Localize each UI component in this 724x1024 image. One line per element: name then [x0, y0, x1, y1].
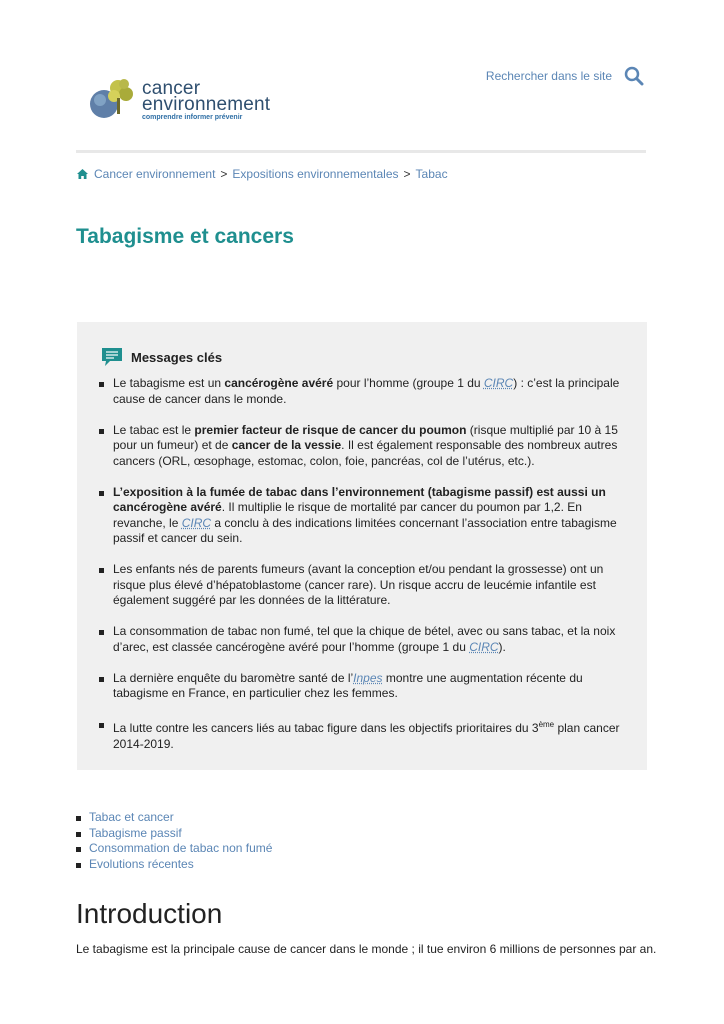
key-message-item: Les enfants nés de parents fumeurs (avant la conception et/ou pendant la grossesse) ont un risque plus élevé d’hépatoblastome (cancer rare). Un risque accru de leucémie infantile est également suggéré par les données de la littérature. [99, 562, 629, 609]
intro-paragraph: Le tabagisme est la principale cause de cancer dans le monde ; il tue environ 6 millions de personnes par an. [76, 942, 657, 956]
speech-bubble-icon [101, 346, 123, 368]
logo-text-environnement: environnement [142, 94, 271, 115]
breadcrumb-link-home[interactable]: Cancer environnement [94, 167, 216, 181]
toc-item [76, 857, 272, 873]
key-message-item: Le tabac est le premier facteur de risque de cancer du poumon (risque multiplié par 10 à 15 pour un fumeur) et de cancer de la vessie. Il est également responsable des nombreux autres cancers (ORL, œsophage, estomac, colon, foie, pancréas, col de l’utérus, etc.). [99, 423, 629, 470]
key-message-item: La consommation de tabac non fumé, tel que la chique de bétel, avec ou sans tabac, et la noix d’arec, est classée cancérogène avéré pour l’homme (groupe 1 du CIRC). [99, 624, 629, 655]
breadcrumb-separator: > [403, 167, 411, 181]
key-messages-header [101, 346, 222, 368]
key-message-item: L’exposition à la fumée de tabac dans l’environnement (tabagisme passif) est aussi un cancérogène avéré. Il multiplie le risque de mortalité par cancer du poumon par 1,2. En revanche, le CIRC a conclu à des indications limitées concernant l’association entre tabagisme passif et cancer du sein. [99, 485, 629, 547]
key-message-item: Le tabagisme est un cancérogène avéré pour l’homme (groupe 1 du CIRC) : c’est la principale cause de cancer dans le monde. [99, 376, 629, 407]
intro-heading: Introduction [76, 898, 223, 929]
site-logo[interactable] [86, 74, 271, 124]
breadcrumb [76, 167, 448, 181]
toc-link-tabac-non-fume[interactable]: Consommation de tabac non fumé [89, 841, 273, 855]
key-messages-box [77, 322, 647, 770]
breadcrumb-link-expositions[interactable]: Expositions environnementales [232, 167, 399, 181]
table-of-contents [76, 810, 272, 872]
search-icon[interactable] [624, 66, 644, 86]
header-divider [76, 150, 646, 153]
toc-link-tabagisme-passif[interactable]: Tabagisme passif [89, 825, 182, 840]
toc-link-tabac-et-cancer[interactable]: Tabac et cancer [89, 810, 174, 824]
abbr-circ[interactable]: CIRC [483, 376, 514, 390]
key-message-item: La lutte contre les cancers liés au tabac figure dans les objectifs prioritaires du 3ème plan cancer 2014-2019. [99, 717, 629, 752]
key-messages-list [99, 376, 629, 768]
site-search[interactable] [486, 66, 644, 86]
key-messages-title: Messages clés [131, 349, 223, 365]
toc-item [76, 841, 272, 857]
toc-item [76, 810, 272, 826]
abbr-inpes[interactable]: Inpes [353, 670, 383, 685]
toc-link-evolutions[interactable]: Evolutions récentes [89, 856, 194, 871]
page-title: Tabagisme et cancers [76, 225, 294, 248]
search-link[interactable]: Rechercher dans le site [485, 69, 612, 83]
logo-tagline: comprendre informer prévenir [142, 114, 243, 121]
abbr-circ[interactable]: CIRC [181, 515, 212, 530]
breadcrumb-link-tabac[interactable]: Tabac [415, 167, 448, 181]
toc-item [76, 826, 272, 842]
logo-text-cancer: cancer [142, 78, 201, 99]
abbr-circ[interactable]: CIRC [469, 639, 499, 654]
breadcrumb-separator: > [220, 167, 228, 181]
logo-globe-tree-icon [86, 74, 138, 124]
key-message-item: La dernière enquête du baromètre santé de l’Inpes montre une augmentation récente du tabagisme en France, en particulier chez les femmes. [99, 671, 629, 702]
home-icon[interactable] [76, 168, 89, 180]
